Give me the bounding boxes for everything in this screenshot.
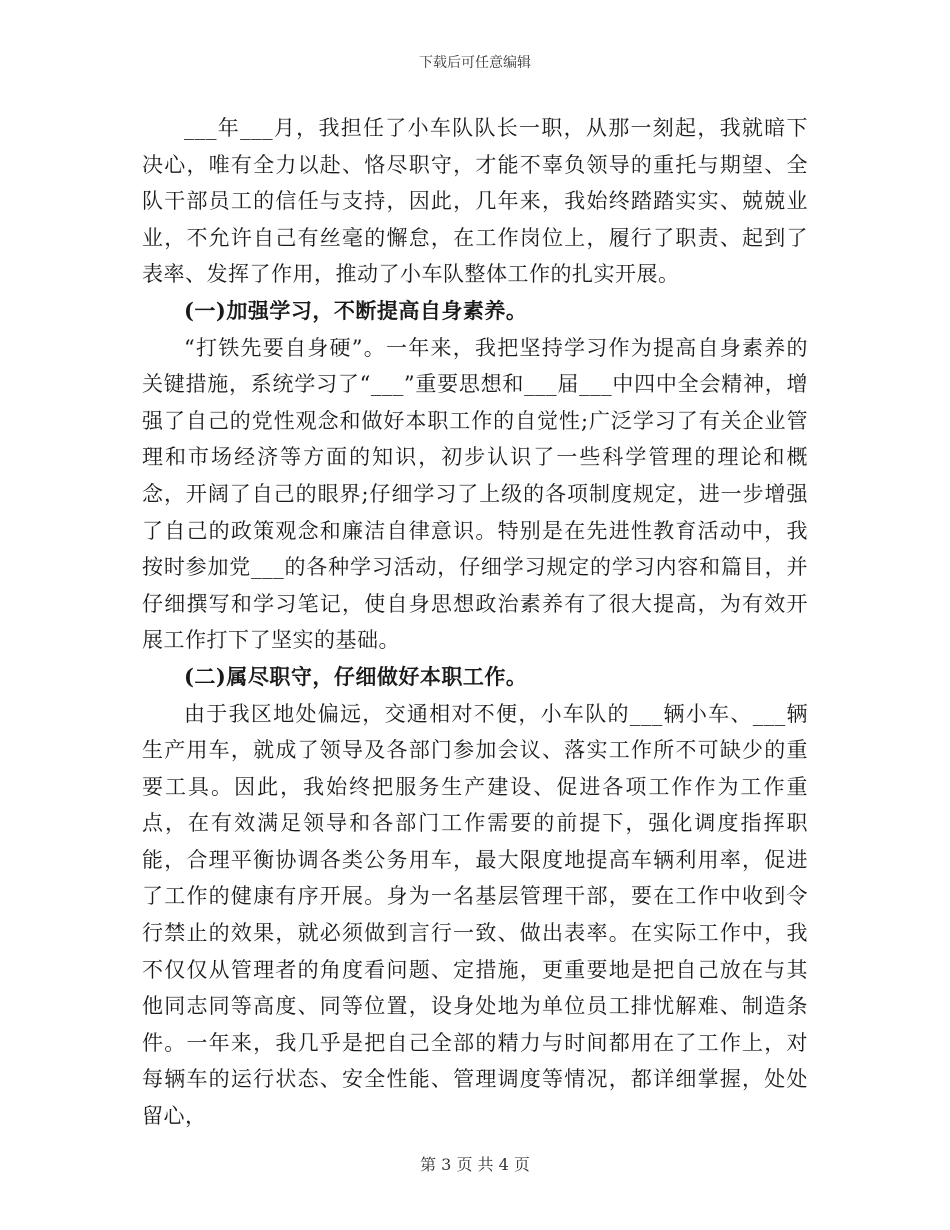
section-heading-duty: (二)属尽职守，仔细做好本职工作。 — [184, 663, 528, 689]
paragraph-study: “打铁先要自身硬”。一年来，我把坚持学习作为提高自身素养的关键措施，系统学习了“___”重要思想和___届___中四中全会精神，增强了自己的党性观念和做好本职工作的自觉性;广泛学习了有关企业管理和市场经济等方面的知识，初步认识了一些科学管理的理论和概念，开阔了自己的眼界;仔细学习了上级的各项制度规定，进一步增强了自己的政策观念和廉洁自律意识。特别是在先进性教育活动中，我按时参加党___的各种学习活动，仔细学习规定的学习内容和篇目，并仔细撰写和学习笔记，使自身思想政治素养有了很大提高，为有效开展工作打下了坚实的基础。 — [142, 335, 808, 653]
page-footer: 第 3 页 共 4 页 — [420, 1155, 530, 1174]
paragraph-duty: 由于我区地处偏远，交通相对不便，小车队的___辆小车、___辆生产用车，就成了领导及各部门参加会议、落实工作所不可缺少的重要工具。因此，我始终把服务生产建设、促进各项工作作为工作重点，在有效满足领导和各部门工作需要的前提下，强化调度指挥职能，合理平衡协调各类公务用车，最大限度地提高车辆利用率，促进了工作的健康有序开展。身为一名基层管理干部，要在工作中收到令行禁止的效果，就必须做到言行一致、做出表率。在实际工作中，我不仅仅从管理者的角度看问题、定措施，更重要地是把自己放在与其他同志同等高度、同等位置，设身处地为单位员工排忧解难、制造条件。一年来，我几乎是把自己全部的精力与时间都用在了工作上，对每辆车的运行状态、安全性能、管理调度等情况，都详细掌握，处处留心， — [142, 701, 808, 1129]
document-body — [142, 110, 808, 1135]
page-header: 下载后可任意编辑 — [419, 55, 531, 71]
paragraph-intro: ___年___月，我担任了小车队队长一职，从那一刻起，我就暗下决心，唯有全力以赴、恪尽职守，才能不辜负领导的重托与期望、全队干部员工的信任与支持，因此，几年来，我始终踏踏实实、兢兢业业，不允许自己有丝毫的懈怠，在工作岗位上，履行了职责、起到了表率、发挥了作用，推动了小车队整体工作的扎实开展。 — [142, 116, 808, 287]
section-heading-study: (一)加强学习，不断提高自身素养。 — [184, 297, 528, 323]
